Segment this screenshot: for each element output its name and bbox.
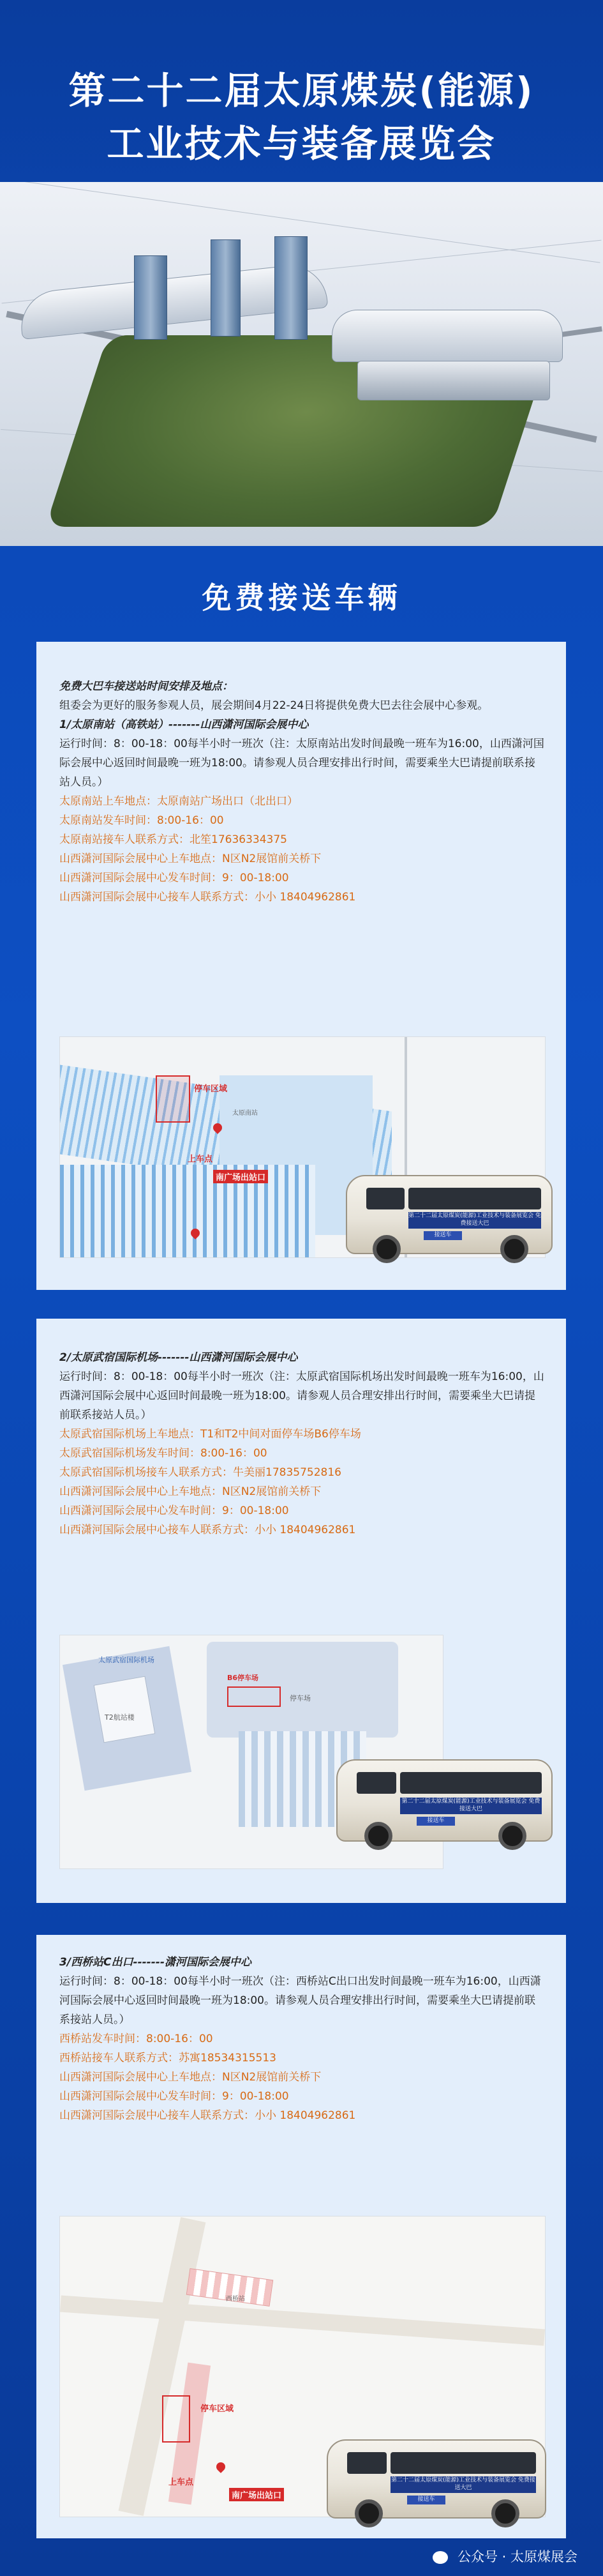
route-1-detail: 太原南站接车人联系方式：北笙17636334375 (59, 833, 287, 846)
route-1-detail: 山西潇河国际会展中心发车时间：9：00-18:00 (59, 872, 289, 884)
map-3-label: 南广场出站口 (229, 2488, 284, 2501)
route-panel-1 (36, 642, 566, 1290)
map-1-label: 停车区域 (194, 1084, 228, 1094)
route-2-schedule: 运行时间：8：00-18：00每半小时一班次（注：太原武宿国际机场出发时间最晚一班车为16:00，山西潇河国际会展中心返回时间最晚一班为18:00。请参观人员合理安排出行时间，需要乘坐大巴请提前联系接站人员。） (59, 1370, 544, 1421)
route-1-detail: 山西潇河国际会展中心上车地点：N区N2展馆前关桥下 (59, 852, 322, 865)
map-1-label: 上车点 (188, 1155, 213, 1164)
route-1-text (59, 677, 544, 907)
route-3-detail: 西桥站接车人联系方式：苏寓18534315513 (59, 2052, 276, 2065)
route-3-text (59, 1953, 544, 2125)
route-2-text (59, 1348, 544, 1540)
map-3-label: 西桥站 (226, 2296, 245, 2303)
map-2-label: 停车场 (290, 1694, 311, 1702)
route-1-heading: 1/太原南站（高铁站）-------山西潇河国际会展中心 (59, 718, 309, 731)
route-1-schedule: 运行时间：8：00-18：00每半小时一班次（注：太原南站出发时间最晚一班车为16:00，山西潇河国际会展中心返回时间最晚一班为18:00。请参观人员合理安排出行时间，需要乘坐大巴请提前联系接站人员。） (59, 738, 544, 789)
footer (433, 2547, 577, 2566)
bus-sign: 接送车 (424, 1231, 462, 1240)
shuttle-bus-image (336, 1759, 553, 1842)
shuttle-bus-image (327, 2439, 546, 2519)
route-3-detail: 西桥站发车时间：8:00-16：00 (59, 2033, 213, 2045)
map-2-label: T2航站楼 (105, 1713, 135, 1722)
route-2-detail: 太原武宿国际机场上车地点：T1和T2中间对面停车场B6停车场 (59, 1428, 361, 1441)
intro-body: 组委会为更好的服务参观人员，展会期间4月22-24日将提供免费大巴去往会展中心参观。 (59, 699, 489, 712)
route-3-schedule: 运行时间：8：00-18：00每半小时一班次（注：西桥站C出口出发时间最晚一班车为16:00，山西潇河国际会展中心返回时间最晚一班为18:00。请参观人员合理安排出行时间，需要乘坐大巴请提前联系接站人员。） (59, 1975, 541, 2026)
bus-banner: 第二十二届太原煤炭(能源)工业技术与装备展览会 免费接送大巴 (391, 2476, 536, 2493)
bus-sign: 接送车 (407, 2496, 445, 2504)
map-2-label: 太原武宿国际机场 (98, 1656, 154, 1664)
route-3-detail: 山西潇河国际会展中心发车时间：9：00-18:00 (59, 2090, 289, 2103)
wechat-icon (433, 2551, 448, 2564)
route-3-detail: 山西潇河国际会展中心接车人联系方式：小小 18404962861 (59, 2109, 356, 2122)
route-2-detail: 太原武宿国际机场发车时间：8:00-16：00 (59, 1447, 267, 1460)
bus-banner: 第二十二届太原煤炭(能源)工业技术与装备展览会 免费接送大巴 (408, 1212, 541, 1229)
map-1-label: 南广场出站口 (213, 1170, 268, 1183)
section-title: 免费接送车辆 (202, 580, 401, 615)
map-2-label: B6停车场 (227, 1674, 259, 1682)
exhibition-center-image (0, 182, 603, 546)
route-2-detail: 山西潇河国际会展中心发车时间：9：00-18:00 (59, 1504, 289, 1517)
bus-sign: 接送车 (417, 1817, 455, 1826)
bus-banner: 第二十二届太原煤炭(能源)工业技术与装备展览会 免费接送大巴 (400, 1798, 542, 1814)
map-3-label: 上车点 (168, 2478, 194, 2487)
map-pin-icon (214, 2460, 227, 2473)
route-2-detail: 山西潇河国际会展中心上车地点：N区N2展馆前关桥下 (59, 1485, 322, 1498)
shuttle-bus-image (346, 1175, 553, 1254)
route-panel-3 (36, 1935, 566, 2538)
route-3-detail: 山西潇河国际会展中心上车地点：N区N2展馆前关桥下 (59, 2071, 322, 2084)
route-panel-2 (36, 1319, 566, 1903)
route-1-detail: 山西潇河国际会展中心接车人联系方式：小小 18404962861 (59, 891, 356, 904)
page-title-line2: 工业技术与装备展览会 (107, 122, 496, 165)
map-3-label: 停车区域 (200, 2404, 234, 2414)
route-2-heading: 2/太原武宿国际机场-------山西潇河国际会展中心 (59, 1351, 298, 1364)
route-2-detail: 山西潇河国际会展中心接车人联系方式：小小 18404962861 (59, 1524, 356, 1536)
page-title-line1: 第二十二届太原煤炭(能源) (68, 69, 535, 112)
map-1-label: 太原南站 (232, 1110, 258, 1117)
route-1-detail: 太原南站上车地点：太原南站广场出口（北出口） (59, 795, 298, 808)
route-1-detail: 太原南站发车时间：8:00-16：00 (59, 814, 224, 827)
route-3-heading: 3/西桥站C出口-------潇河国际会展中心 (59, 1956, 251, 1969)
route-2-detail: 太原武宿国际机场接车人联系方式：牛美丽17835752816 (59, 1466, 341, 1479)
footer-account-text: 公众号 · 太原煤展会 (457, 2549, 577, 2565)
intro-heading: 免费大巴车接送站时间安排及地点： (59, 680, 233, 693)
